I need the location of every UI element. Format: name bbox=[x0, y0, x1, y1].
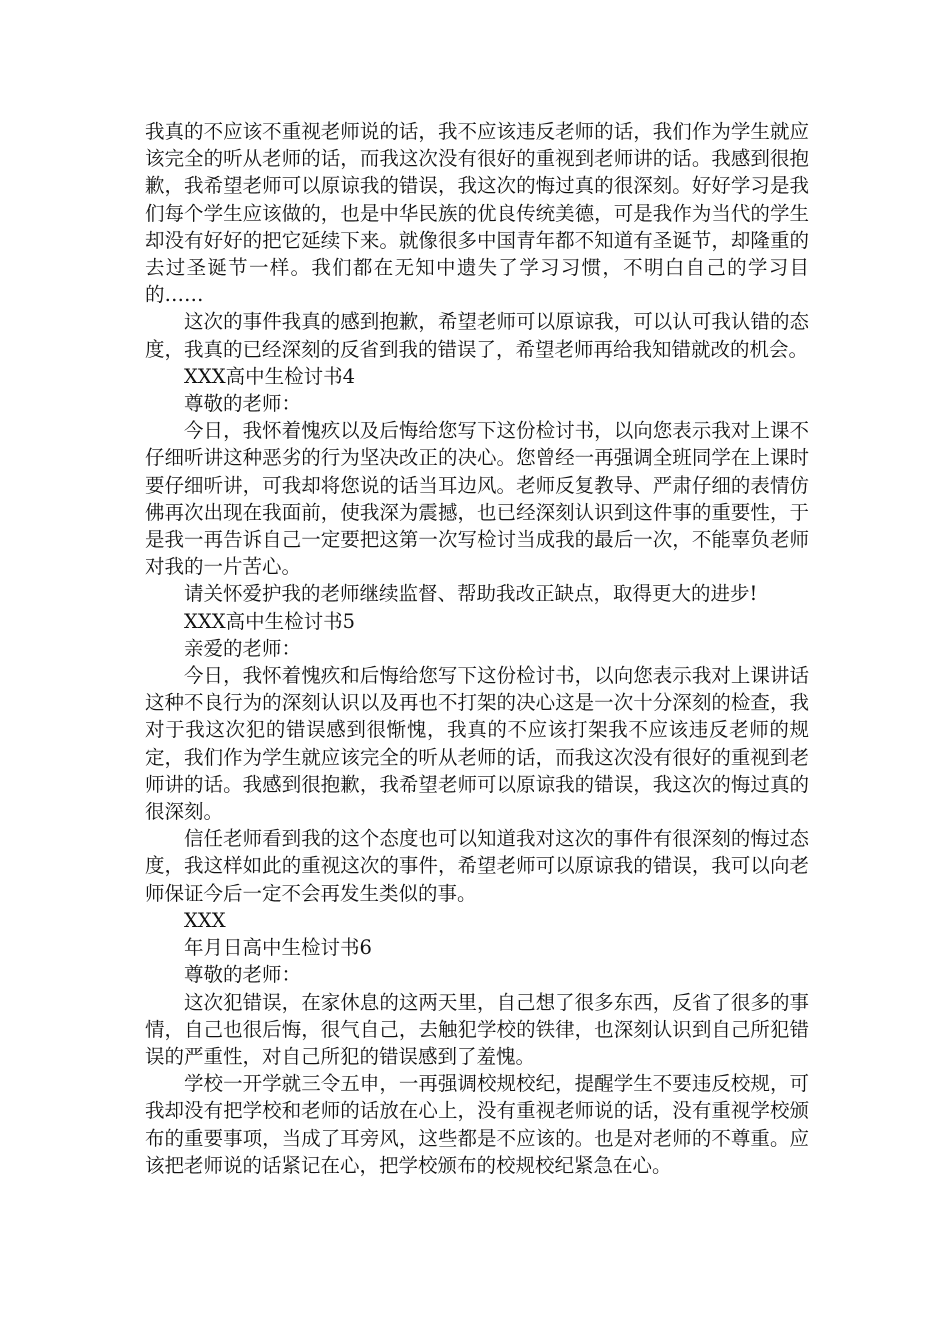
paragraph: 这次犯错误，在家休息的这两天里，自己想了很多东西，反省了很多的事情，自己也很后悔，很气自己，去触犯学校的铁律，也深刻认识到自己所犯错误的严重性，对自己所犯的错误感到了羞愧。 bbox=[145, 990, 809, 1068]
section-heading-5: XXX高中生检讨书5 bbox=[184, 609, 356, 633]
paragraph: 信任老师看到我的这个态度也可以知道我对这次的事件有很深刻的悔过态度，我这样如此的重视这次的事件，希望老师可以原谅我的错误，我可以向老师保证今后一定不会再发生类似的事。 bbox=[145, 827, 809, 905]
section-heading-4: XXX高中生检讨书4 bbox=[184, 364, 356, 388]
paragraph: 今日，我怀着愧疚和后悔给您写下这份检讨书，以向您表示我对上课讲话这种不良行为的深刻认识以及再也不打架的决心这是一次十分深刻的检查，我对于我这次犯的错误感到很惭愧，我真的不应该打架我不应该违反老师的规定，我们作为学生就应该完全的听从老师的话，而我这次没有很好的重视到老师讲的话。我感到很抱歉，我希望老师可以原谅我的错误，我这次的悔过真的很深刻。 bbox=[145, 664, 809, 824]
paragraph: 今日，我怀着愧疚以及后悔给您写下这份检讨书，以向您表示我对上课不仔细听讲这种恶劣的行为坚决改正的决心。您曾经一再强调全班同学在上课时要仔细听讲，可我却将您说的话当耳边风。老师反复教导、严肃仔细的表情仿佛再次出现在我面前，使我深为震撼，也已经深刻认识到这件事的重要性，于是我一再告诉自己一定要把这第一次写检讨当成我的最后一次，不能辜负老师对我的一片苦心。 bbox=[145, 419, 809, 579]
paragraph-continuation: 我真的不应该不重视老师说的话，我不应该违反老师的话，我们作为学生就应该完全的听从老师的话，而我这次没有很好的重视到老师讲的话。我感到很抱歉，我希望老师可以原谅我的错误，我这次的悔过真的很深刻。好好学习是我们每个学生应该做的，也是中华民族的优良传统美德，可是我作为当代的学生却没有好好的把它延续下来。就像很多中国青年都不知道有圣诞节，却隆重的去过圣诞节一样。我们都在无知中遗失了学习习惯，不明白自己的学习目的…… bbox=[145, 120, 809, 307]
section-heading-6: 年月日高中生检讨书6 bbox=[184, 936, 372, 960]
paragraph: 请关怀爱护我的老师继续监督、帮助我改正缺点，取得更大的进步! bbox=[184, 582, 758, 606]
paragraph: 学校一开学就三令五申，一再强调校规校纪，提醒学生不要违反校规，可我却没有把学校和老师的话放在心上，没有重视老师说的话，没有重视学校颁布的重要事项，当成了耳旁风，这些都是不应该的。也是对老师的不尊重。应该把老师说的话紧记在心，把学校颁布的校规校纪紧急在心。 bbox=[145, 1072, 809, 1177]
paragraph: 这次的事件我真的感到抱歉，希望老师可以原谅我，可以认可我认错的态度，我真的已经深刻的反省到我的错误了，希望老师再给我知错就改的机会。 bbox=[145, 310, 809, 361]
signature: XXX bbox=[184, 908, 226, 932]
salutation: 尊敬的老师： bbox=[184, 392, 302, 416]
salutation: 尊敬的老师： bbox=[184, 963, 302, 987]
salutation: 亲爱的老师： bbox=[184, 636, 302, 660]
document-body bbox=[145, 118, 809, 1179]
